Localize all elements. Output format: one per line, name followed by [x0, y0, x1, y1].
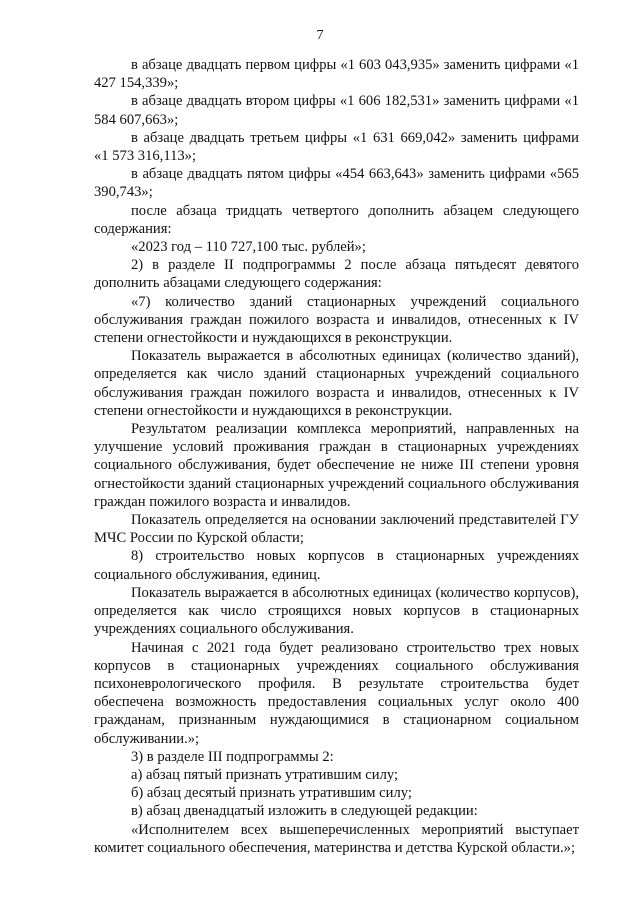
paragraph: Показатель выражается в абсолютных единицах (количество корпусов), определяется как число строящихся новых корпусов в стационарных учреждениях социального обслуживания.: [94, 584, 579, 638]
paragraph: в) абзац двенадцатый изложить в следующей редакции:: [131, 803, 478, 820]
paragraph: «2023 год – 110 727,100 тыс. рублей»;: [131, 239, 366, 256]
paragraph: а) абзац пятый признать утратившим силу;: [131, 766, 399, 783]
document-body: [94, 56, 579, 857]
paragraph: 2) в разделе II подпрограммы 2 после абзаца пятьдесят девятого дополнить абзацами следующего содержания:: [94, 257, 579, 292]
paragraph: Результатом реализации комплекса мероприятий, направленных на улучшение условий проживания граждан в стационарных учреждениях социального обслуживания, будет обеспечение не ниже III степени уровня огнестойкости зданий стационарных учреждений социального обслуживания граждан пожилого возраста и инвалидов.: [94, 421, 579, 510]
paragraph: после абзаца тридцать четвертого дополнить абзацем следующего содержания:: [94, 202, 579, 237]
paragraph: 8) строительство новых корпусов в стационарных учреждениях социального обслуживания, единиц.: [94, 548, 579, 583]
paragraph: б) абзац десятый признать утратившим силу;: [131, 785, 412, 802]
paragraph: в абзаце двадцать пятом цифры «454 663,643» заменить цифрами «565 390,743»;: [94, 166, 579, 201]
paragraph: в абзаце двадцать первом цифры «1 603 043,935» заменить цифрами «1 427 154,339»;: [94, 57, 579, 92]
paragraph: «7) количество зданий стационарных учреждений социального обслуживания граждан пожилого возраста и инвалидов, отнесенных к IV степени огнестойкости и нуждающихся в реконструкции.: [94, 293, 579, 347]
paragraph: Начиная с 2021 года будет реализовано строительство трех новых корпусов в стационарных учреждениях социального обслуживания психоневрологического профиля. В результате строительства будет обеспечена возможность предоставления социальных услуг около 400 гражданам, признанным нуждающимися в стационарном социальном обслуживании.»;: [94, 639, 579, 747]
paragraph: Показатель выражается в абсолютных единицах (количество зданий), определяется как число зданий стационарных учреждений социального обслуживания граждан пожилого возраста и инвалидов, отнесенных к IV степени огнестойкости и нуждающихся в реконструкции.: [94, 348, 579, 419]
paragraph: 3) в разделе III подпрограммы 2:: [131, 748, 334, 765]
paragraph: в абзаце двадцать третьем цифры «1 631 669,042» заменить цифрами «1 573 316,113»;: [94, 129, 579, 165]
page-number: 7: [316, 28, 324, 43]
paragraph: Показатель определяется на основании заключений представителей ГУ МЧС России по Курской области;: [94, 512, 579, 547]
paragraph: в абзаце двадцать втором цифры «1 606 182,531» заменить цифрами «1 584 607,663»;: [94, 93, 579, 128]
paragraph: «Исполнителем всех вышеперечисленных мероприятий выступает комитет социального обеспечения, материнства и детства Курской области.»;: [94, 821, 579, 856]
